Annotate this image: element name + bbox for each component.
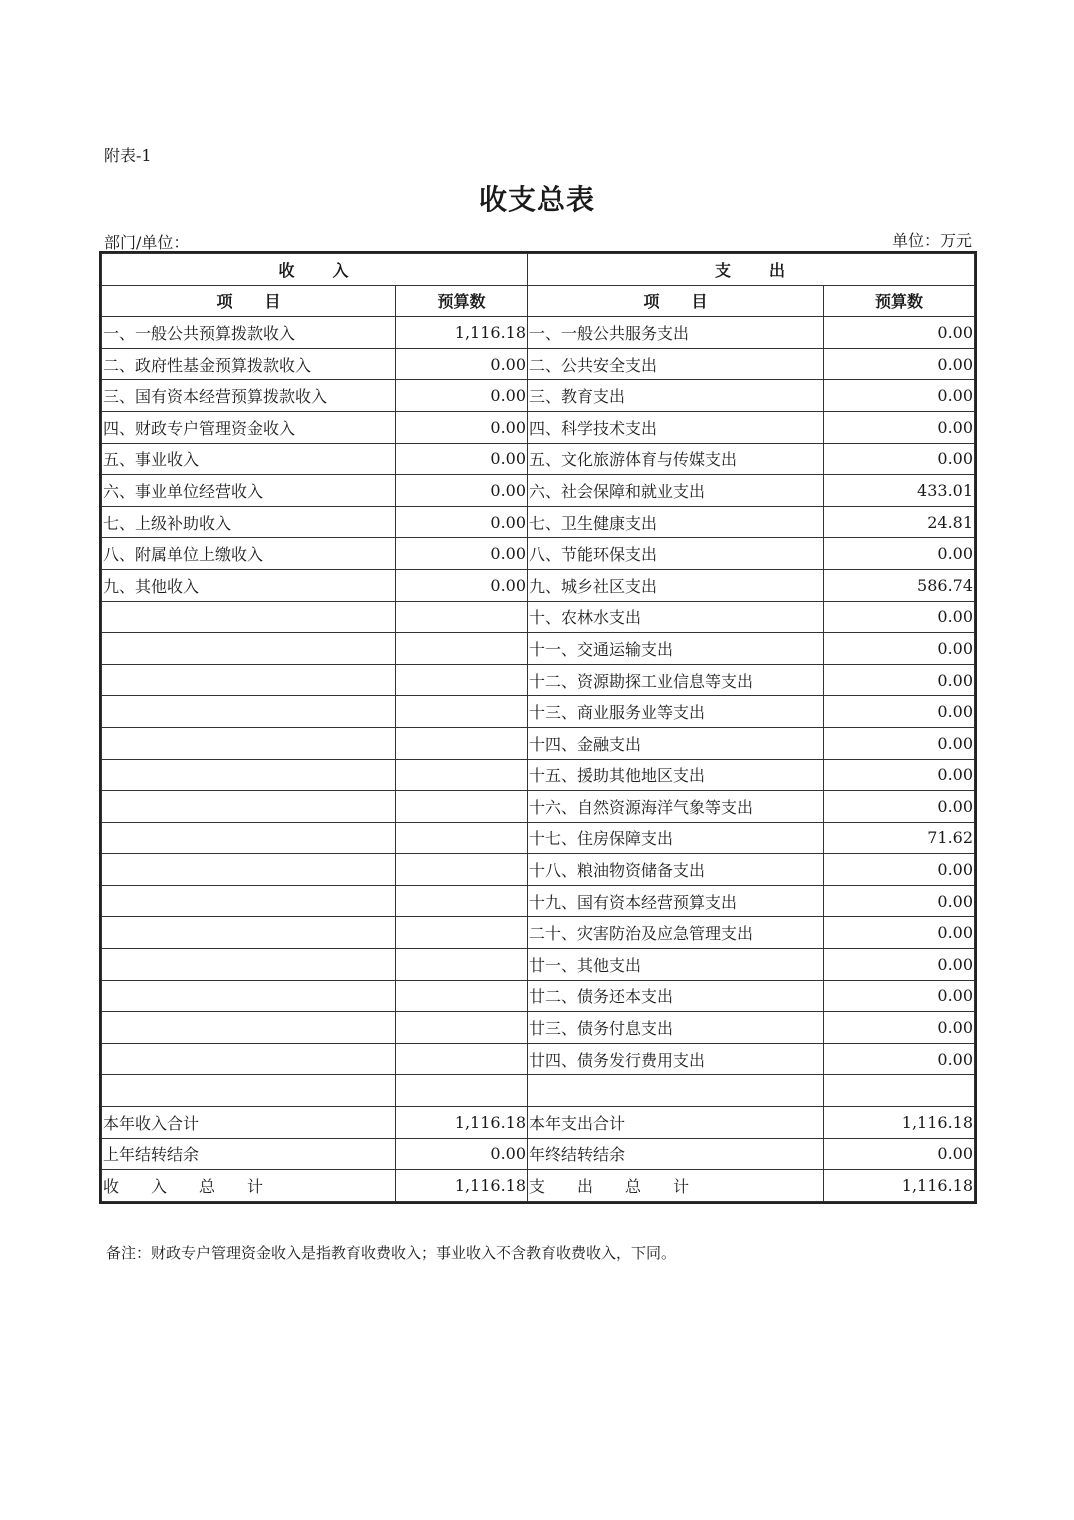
- income-item-cell: 三、国有资本经营预算拨款收入: [102, 380, 396, 412]
- expense-item-cell: 九、城乡社区支出: [528, 569, 824, 601]
- expense-item-cell: 十八、粮油物资储备支出: [528, 854, 824, 886]
- table-row: [102, 633, 975, 665]
- table-row: [102, 727, 975, 759]
- expense-item-cell: 廿一、其他支出: [528, 949, 824, 981]
- expense-item-cell: 十二、资源勘探工业信息等支出: [528, 664, 824, 696]
- income-value-cell: [396, 980, 528, 1012]
- income-item-cell: 七、上级补助收入: [102, 506, 396, 538]
- expense-section-header: 支 出: [528, 254, 975, 286]
- income-value-cell: 0.00: [396, 538, 528, 570]
- expense-item-cell: 五、文化旅游体育与传媒支出: [528, 443, 824, 475]
- table-row: [102, 443, 975, 475]
- table-row: [102, 949, 975, 981]
- expense-value-cell: 0.00: [824, 759, 975, 791]
- expense-value-cell: 0.00: [824, 980, 975, 1012]
- income-value-cell: [396, 1043, 528, 1075]
- table-row: [102, 1043, 975, 1075]
- table-row: [102, 411, 975, 443]
- expense-value-cell: 0.00: [824, 348, 975, 380]
- footnote: 备注：财政专户管理资金收入是指教育收费收入；事业收入不含教育收费收入，下同。: [106, 1244, 677, 1262]
- expense-value-cell: 1,116.18: [824, 1107, 975, 1139]
- income-value-cell: 1,116.18: [396, 317, 528, 349]
- expense-item-cell: 十三、商业服务业等支出: [528, 696, 824, 728]
- table-row: [102, 538, 975, 570]
- table-row: [102, 317, 975, 349]
- budget-summary-table: [101, 253, 975, 1202]
- income-value-cell: 0.00: [396, 411, 528, 443]
- expense-value-cell: 0.00: [824, 1138, 975, 1170]
- income-budget-header: 预算数: [396, 285, 528, 317]
- page-title: 收支总表: [478, 183, 595, 216]
- expense-item-cell: [528, 1075, 824, 1107]
- table-row: [102, 380, 975, 412]
- table-row: [102, 1012, 975, 1044]
- income-item-cell: [102, 1012, 396, 1044]
- income-item-cell: 一、一般公共预算拨款收入: [102, 317, 396, 349]
- expense-item-cell: 本年支出合计: [528, 1107, 824, 1139]
- expense-item-cell: 十六、自然资源海洋气象等支出: [528, 791, 824, 823]
- income-item-cell: [102, 633, 396, 665]
- income-item-cell: [102, 696, 396, 728]
- expense-value-cell: 0.00: [824, 791, 975, 823]
- income-item-cell: [102, 822, 396, 854]
- expense-item-cell: 六、社会保障和就业支出: [528, 475, 824, 507]
- expense-budget-header: 预算数: [824, 285, 975, 317]
- income-value-cell: 1,116.18: [396, 1170, 528, 1202]
- expense-value-cell: 0.00: [824, 664, 975, 696]
- expense-item-cell: 二十、灾害防治及应急管理支出: [528, 917, 824, 949]
- expense-value-cell: 0.00: [824, 317, 975, 349]
- expense-item-cell: 十四、金融支出: [528, 727, 824, 759]
- income-item-cell: 八、附属单位上缴收入: [102, 538, 396, 570]
- expense-item-cell: 八、节能环保支出: [528, 538, 824, 570]
- table-row: [102, 885, 975, 917]
- income-item-cell: 上年结转结余: [102, 1138, 396, 1170]
- income-item-cell: [102, 759, 396, 791]
- expense-value-cell: 433.01: [824, 475, 975, 507]
- table-row: [102, 980, 975, 1012]
- income-value-cell: [396, 822, 528, 854]
- income-value-cell: [396, 727, 528, 759]
- expense-value-cell: 0.00: [824, 380, 975, 412]
- expense-item-header: 项 目: [528, 285, 824, 317]
- section-header-row: [102, 254, 975, 286]
- expense-item-cell: 十七、住房保障支出: [528, 822, 824, 854]
- income-value-cell: [396, 1075, 528, 1107]
- table-row: [102, 822, 975, 854]
- attachment-label: 附表-1: [104, 146, 152, 165]
- income-item-cell: 九、其他收入: [102, 569, 396, 601]
- expense-item-cell: 年终结转结余: [528, 1138, 824, 1170]
- income-value-cell: 0.00: [396, 1138, 528, 1170]
- income-item-cell: [102, 791, 396, 823]
- expense-item-cell: 二、公共安全支出: [528, 348, 824, 380]
- table-row: [102, 1075, 975, 1107]
- income-value-cell: [396, 696, 528, 728]
- expense-item-cell: 十九、国有资本经营预算支出: [528, 885, 824, 917]
- expense-item-cell: 支 出 总 计: [528, 1170, 824, 1202]
- expense-value-cell: 1,116.18: [824, 1170, 975, 1202]
- expense-value-cell: 0.00: [824, 601, 975, 633]
- table-row: [102, 854, 975, 886]
- income-value-cell: [396, 601, 528, 633]
- expense-item-cell: 十、农林水支出: [528, 601, 824, 633]
- expense-value-cell: 0.00: [824, 727, 975, 759]
- column-header-row: [102, 285, 975, 317]
- income-item-cell: [102, 1075, 396, 1107]
- income-value-cell: 0.00: [396, 506, 528, 538]
- income-value-cell: [396, 791, 528, 823]
- dept-label: 部门/单位：: [104, 233, 190, 252]
- income-item-cell: 二、政府性基金预算拨款收入: [102, 348, 396, 380]
- table-row: [102, 696, 975, 728]
- income-item-cell: [102, 601, 396, 633]
- expense-item-cell: 十五、援助其他地区支出: [528, 759, 824, 791]
- table-row: [102, 1138, 975, 1170]
- table-row: [102, 348, 975, 380]
- expense-value-cell: 0.00: [824, 696, 975, 728]
- table-row: [102, 917, 975, 949]
- expense-value-cell: 586.74: [824, 569, 975, 601]
- expense-value-cell: 24.81: [824, 506, 975, 538]
- expense-value-cell: 0.00: [824, 854, 975, 886]
- income-value-cell: [396, 664, 528, 696]
- expense-item-cell: 十一、交通运输支出: [528, 633, 824, 665]
- expense-item-cell: 七、卫生健康支出: [528, 506, 824, 538]
- income-item-cell: [102, 664, 396, 696]
- table-row: [102, 1107, 975, 1139]
- table-row: [102, 1170, 975, 1202]
- expense-item-cell: 廿四、债务发行费用支出: [528, 1043, 824, 1075]
- income-section-header: 收 入: [102, 254, 528, 286]
- income-item-cell: 收 入 总 计: [102, 1170, 396, 1202]
- expense-item-cell: 廿三、债务付息支出: [528, 1012, 824, 1044]
- expense-item-cell: 四、科学技术支出: [528, 411, 824, 443]
- income-value-cell: [396, 1012, 528, 1044]
- income-value-cell: 0.00: [396, 475, 528, 507]
- income-item-cell: [102, 854, 396, 886]
- table-row: [102, 759, 975, 791]
- table-row: [102, 601, 975, 633]
- income-item-cell: 五、事业收入: [102, 443, 396, 475]
- income-item-cell: 六、事业单位经营收入: [102, 475, 396, 507]
- income-value-cell: 0.00: [396, 380, 528, 412]
- expense-value-cell: 0.00: [824, 1012, 975, 1044]
- income-item-cell: [102, 949, 396, 981]
- income-value-cell: [396, 633, 528, 665]
- income-value-cell: [396, 949, 528, 981]
- income-value-cell: 0.00: [396, 569, 528, 601]
- table-row: [102, 506, 975, 538]
- expense-value-cell: 0.00: [824, 949, 975, 981]
- income-value-cell: [396, 885, 528, 917]
- expense-value-cell: 0.00: [824, 443, 975, 475]
- income-item-cell: 本年收入合计: [102, 1107, 396, 1139]
- table-row: [102, 475, 975, 507]
- table-row: [102, 791, 975, 823]
- expense-value-cell: 0.00: [824, 917, 975, 949]
- expense-value-cell: [824, 1075, 975, 1107]
- expense-item-cell: 一、一般公共服务支出: [528, 317, 824, 349]
- expense-value-cell: 0.00: [824, 1043, 975, 1075]
- income-value-cell: [396, 854, 528, 886]
- table-row: [102, 569, 975, 601]
- income-item-cell: [102, 917, 396, 949]
- income-item-cell: [102, 1043, 396, 1075]
- expense-value-cell: 0.00: [824, 885, 975, 917]
- expense-value-cell: 71.62: [824, 822, 975, 854]
- expense-item-cell: 三、教育支出: [528, 380, 824, 412]
- income-item-header: 项 目: [102, 285, 396, 317]
- income-item-cell: [102, 885, 396, 917]
- income-item-cell: [102, 980, 396, 1012]
- income-value-cell: [396, 759, 528, 791]
- income-value-cell: 0.00: [396, 348, 528, 380]
- income-item-cell: 四、财政专户管理资金收入: [102, 411, 396, 443]
- table-row: [102, 664, 975, 696]
- expense-value-cell: 0.00: [824, 633, 975, 665]
- expense-item-cell: 廿二、债务还本支出: [528, 980, 824, 1012]
- expense-value-cell: 0.00: [824, 411, 975, 443]
- expense-value-cell: 0.00: [824, 538, 975, 570]
- income-value-cell: [396, 917, 528, 949]
- income-value-cell: 0.00: [396, 443, 528, 475]
- unit-label: 单位：万元: [891, 231, 972, 250]
- income-value-cell: 1,116.18: [396, 1107, 528, 1139]
- income-item-cell: [102, 727, 396, 759]
